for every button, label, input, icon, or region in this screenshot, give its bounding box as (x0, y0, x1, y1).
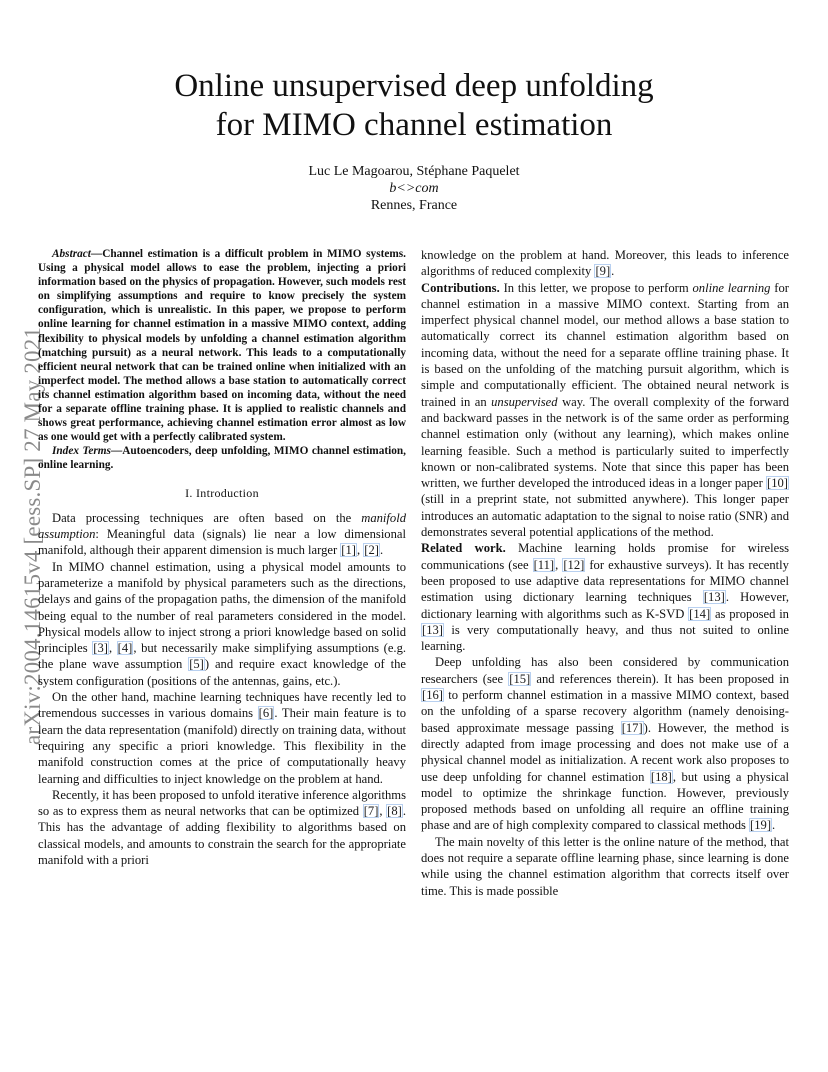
paper-title (60, 67, 768, 145)
text-run: . Their main feature is to learn the data representation (manifold) directly on training data, without requiring any specific a priori knowledge. This flexibility in the manifold construction comes at the price of computationally heavy learning and difficulties to inject knowledge on the problem at hand. (38, 706, 406, 786)
author-block (60, 163, 768, 214)
text-run: way. The overall complexity of the forward and backward passes in the network is of the same order as performing channel estimation only (without any learning), which makes online learning feasible. Such a method is particularly suited to imperfectly known or non-calibrated systems. Note that since this paper has been written, we further developed the introduced ideas in a longer paper (421, 394, 789, 491)
main-novelty-paragraph (421, 834, 789, 899)
affiliation-org: b<>com (389, 181, 439, 196)
arxiv-identifier: arXiv:2004.14615v4 [eess.SP] 27 May 2021 (20, 326, 45, 745)
citation-link[interactable]: [17] (621, 720, 643, 735)
text-run: Deep unfolding has also been considered by communication researchers (see (421, 655, 789, 686)
text-run: ) and require exact knowledge of the system configuration (positions of the antennas, gains, etc.). (38, 657, 406, 688)
text-run: : Meaningful data (signals) lie near a low dimensional manifold, although their apparent dimension is much larger (38, 527, 406, 558)
emphasis-text: online learning (692, 280, 771, 295)
intro-paragraph-2: In MIMO channel estimation, using a physical model amounts to parameterize a manifold by physical parameters such as the directions, delays and gains of the propagation paths, the dimension of the manifold being equal to the number of real parameters considered in the model. Physical models allow to inject strong a priori knowledge based on solid principles [3], [4], but necessarily make simplifying assumptions (e.g. the plane wave assumption [5]) and require exact knowledge of the system configuration (positions of the antennas, gains, etc.). (38, 559, 407, 688)
index-terms-label: Index Terms (52, 445, 111, 458)
citation-link[interactable]: [15] (509, 671, 531, 686)
abstract-text: —Channel estimation is a difficult problem in MIMO systems. Using a physical model allows to ease the problem, injecting a priori information based on the physics of propagation. However, such models rest on simplifying assumptions and require to know precisely the system configuration, which is unrealistic. In this paper, we propose to perform online learning for channel estimation in a massive MIMO context, adding flexibility to physical models by unfolding a channel estimation algorithm (matching pursuit) as a neural network. This leads to a computationally efficient neural network that can be trained online when initialized with an imperfect model. The method allows a base station to automatically correct its channel estimation algorithm based on incoming data, without the need for a separate offline training phase. It is applied to realistic channels and shows great performance, achieving channel estimation error almost as low as one would get with a perfectly calibrated system. (38, 248, 406, 444)
affiliation-city: Rennes, France (370, 198, 458, 213)
intro-paragraph-4: Recently, it has been proposed to unfold iterative inference algorithms so as to express them as neural networks that can be optimized [7], [8]. This has the advantage of adding flexibility to algorithms based on classical models, and amounts to constrain the search for the appropriate manifold with a priori (38, 787, 407, 868)
citation-link[interactable]: [4] (117, 641, 133, 656)
left-column (38, 247, 406, 868)
text-run: ). However, the method is directly adapted from image processing and does not make use of a physical channel model as initialization. A recent work also proposes to use deep unfolding for channel estimation (421, 720, 789, 784)
text-run: Machine learning holds promise for wireless communications (see (421, 541, 789, 572)
intro-paragraph-1: Data processing techniques are often based on the manifold assumption: Meaningful data (signals) lie near a low dimensional manifold, although their apparent dimension is much larger [1], [2]. (38, 510, 406, 558)
text-run: In this letter, we propose to perform (499, 280, 693, 295)
text-run: . However, dictionary learning with algorithms such as K-SVD (421, 590, 789, 621)
section-heading-introduction: I. Introduction (185, 485, 259, 500)
citation-link[interactable]: [9] (595, 264, 611, 279)
citation-link[interactable]: [11] (533, 557, 555, 572)
citation-link[interactable]: [2] (364, 543, 379, 558)
text-run: (still in a preprint state, not submitted anywhere). This longer paper introduces an automatic adaptation to the signal to noise ratio (SNR) and demonstrates several potential applications of the method. (421, 492, 789, 540)
citation-link[interactable]: [5] (189, 657, 204, 672)
citation-link[interactable]: [12] (563, 557, 585, 572)
text-run: In MIMO channel estimation, using a physical model amounts to parameterize a manifold by physical parameters such as the directions, delays and gains of the propagation paths, the dimension of the manifold being equal to the number of real parameters considered in the model. Physical models allow to inject strong a priori knowledge based on solid principles (38, 559, 406, 656)
citation-link[interactable]: [6] (258, 706, 274, 721)
abstract-label: Abstract (52, 248, 91, 260)
contributions-paragraph (421, 280, 789, 541)
citation-link[interactable]: [13] (703, 590, 725, 605)
citation-link[interactable]: [8] (387, 804, 402, 819)
author-names: Luc Le Magoarou, Stéphane Paquelet (308, 164, 520, 179)
related-work-label: Related work. (421, 541, 506, 556)
related-work-paragraph: Related work. Machine learning holds promise for wireless communications (see [11], [12] for exhaustive surveys). It has recently been proposed to use adaptive data representations for MIMO channel estimation using dictionary learning techniques [13]. However, dictionary learning with algorithms such as K-SVD [14] as proposed in [13] is very computationally heavy, and thus not suited to online learning. (421, 541, 789, 654)
citation-link[interactable]: [16] (422, 688, 443, 703)
citation-link[interactable]: [19] (750, 818, 772, 833)
title-line-2: for MIMO channel estimation (215, 107, 613, 143)
right-column (421, 247, 789, 899)
citation-link[interactable]: [14] (689, 606, 711, 621)
citation-link[interactable]: [3] (93, 641, 108, 656)
abstract (38, 247, 406, 444)
text-run: , but necessarily make simplifying assumptions (e.g. the plane wave assumption (38, 641, 407, 672)
text-run: as proposed in (711, 606, 789, 621)
title-line-1: Online unsupervised deep unfolding (174, 68, 654, 104)
text-run: for channel estimation in a massive MIMO context. Starting from an imperfect physical channel model, our method allows a base station to automatically correct its channel estimation algorithm based on incoming data, without the need for a separate offline training phase. It is based on the unfolding of the matching pursuit algorithm, which is simple and computationally efficient. The obtained neural network is trained in an (421, 280, 789, 409)
text-run: knowledge on the problem at hand. Moreover, this leads to inference algorithms of reduced complexity (421, 248, 789, 279)
text-run: The main novelty of this letter is the online nature of the method, that does not require a separate offline learning phase, since learning is done while using the channel estimation algorithm that corrects itself over time. This is made possible (421, 834, 789, 898)
citation-link[interactable]: [1] (341, 543, 356, 558)
text-run: Recently, it has been proposed to unfold iterative inference algorithms so as to express them as neural networks that can be optimized (38, 787, 406, 819)
text-run: and references therein). It has been proposed in (531, 671, 790, 686)
citation-link[interactable]: [10] (767, 476, 788, 491)
contributions-label: Contributions. (421, 280, 500, 295)
intro-paragraph-3 (38, 689, 406, 787)
text-run: Data processing techniques are often based on the (52, 510, 362, 525)
text-run: On the other hand, machine learning techniques have recently led to tremendous successes in various domains (38, 690, 406, 721)
text-run: , but using a physical model to optimize the shrinkage function. However, previously proposed methods based on unfolding all require an offline training phase and are of high complexity compared to classical methods (421, 769, 789, 833)
text-run: . This has the advantage of adding flexibility to algorithms based on classical models, and amounts to constrain the search for the appropriate manifold with a priori (38, 804, 407, 868)
index-terms (38, 444, 406, 472)
citation-link[interactable]: [13] (422, 622, 443, 637)
text-run: for exhaustive surveys). It has recently been proposed to use adaptive data representations for MIMO channel estimation using dictionary learning techniques (421, 557, 789, 605)
index-terms-text: —Autoencoders, deep unfolding, MIMO channel estimation, online learning. (38, 445, 406, 472)
emphasis-text: unsupervised (491, 394, 558, 409)
intro-paragraph-4-continued: knowledge on the problem at hand. Moreover, this leads to inference algorithms of reduced complexity [9]. (421, 248, 789, 279)
citation-link[interactable]: [18] (650, 769, 672, 784)
text-run: to perform channel estimation in a massive MIMO context, based on the unfolding of a sparse recovery algorithm (namely denoising-based approximate message passing (421, 688, 789, 735)
citation-link[interactable]: [7] (363, 804, 379, 819)
emphasis-text: manifold assumption (38, 510, 406, 542)
deep-unfolding-paragraph: Deep unfolding has also been considered by communication researchers (see [15] and references therein). It has been proposed in [16] to perform channel estimation in a massive MIMO context, based on the unfolding of a sparse recovery algorithm (namely denoising-based approximate message passing [17]). However, the method is directly adapted from image processing and does not make use of a physical channel model as initialization. A recent work also proposes to use deep unfolding for channel estimation [18], but using a physical model to optimize the shrinkage function. However, previously proposed methods based on unfolding all require an offline training phase and are of high complexity compared to classical methods [19]. (421, 655, 790, 833)
text-run: is very computationally heavy, and thus not suited to online learning. (421, 622, 789, 654)
